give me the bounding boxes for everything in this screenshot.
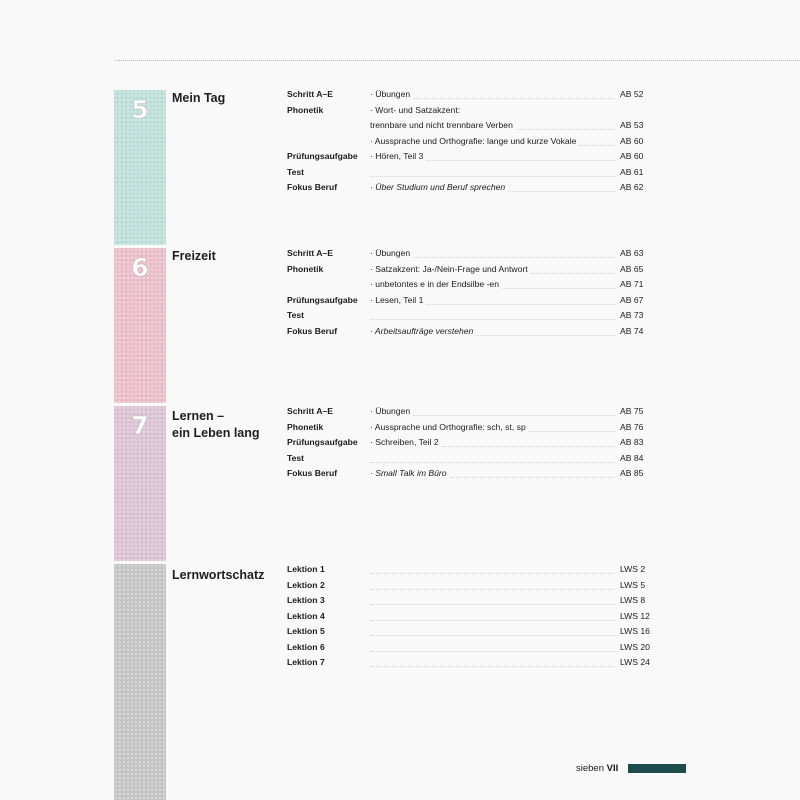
toc-row xyxy=(0,149,800,164)
toc-row-page-ref: AB 71 xyxy=(620,279,644,289)
dotted-leader xyxy=(370,635,615,636)
chapter-title: Freizeit xyxy=(172,249,216,263)
toc-row-page-ref: AB 62 xyxy=(620,182,644,192)
dotted-leader xyxy=(476,335,615,336)
toc-row-page-ref: AB 76 xyxy=(620,421,644,432)
toc-row xyxy=(0,435,800,450)
toc-row-page-ref: AB 67 xyxy=(620,294,644,305)
toc-row-text: · Satzakzent: Ja-/Nein-Frage und Antwort xyxy=(370,263,528,274)
toc-row-label: Fokus Beruf xyxy=(287,182,338,192)
toc-row-text: · Hören, Teil 3 xyxy=(370,151,424,161)
dotted-leader xyxy=(370,620,615,621)
toc-row-label: Fokus Beruf xyxy=(287,468,338,478)
toc-row-page-ref: LWS 24 xyxy=(620,657,650,667)
toc-row-text: trennbare und nicht trennbare Verben xyxy=(370,120,513,130)
toc-row xyxy=(0,324,800,339)
dotted-leader xyxy=(516,129,615,130)
chapter-title: Lernwortschatz xyxy=(172,568,265,582)
dotted-leader xyxy=(502,288,615,289)
dotted-leader xyxy=(370,651,615,652)
dotted-leader xyxy=(370,573,615,574)
toc-row-page-ref: LWS 2 xyxy=(620,564,646,574)
toc-row xyxy=(0,655,800,670)
toc-row xyxy=(0,609,800,624)
toc-row-page-ref: AB 65 xyxy=(620,263,644,274)
toc-row-label: Lektion 3 xyxy=(287,595,325,605)
toc-row-label: Test xyxy=(287,310,305,320)
toc-row xyxy=(0,308,800,323)
toc-row xyxy=(0,262,800,277)
top-rule xyxy=(115,60,800,61)
toc-row-label: Phonetik xyxy=(287,104,324,115)
toc-row-label: Schritt A–E xyxy=(287,248,334,258)
toc-row-page-ref: LWS 16 xyxy=(620,626,650,636)
toc-row-page-ref: LWS 20 xyxy=(620,641,650,652)
toc-row xyxy=(0,624,800,639)
toc-row-label: Lektion 4 xyxy=(287,610,325,621)
toc-row-label: Test xyxy=(287,166,305,177)
toc-row-label: Prüfungsaufgabe xyxy=(287,151,358,161)
footer-accent-bar xyxy=(628,764,686,773)
toc-row-label: Test xyxy=(287,452,305,463)
chapter-title: Lernen – xyxy=(172,409,225,423)
chapter-title: ein Leben lang xyxy=(172,426,260,440)
toc-row-page-ref: AB 53 xyxy=(620,120,644,130)
dotted-leader xyxy=(508,191,615,192)
toc-row-text: · Small Talk im Büro xyxy=(370,468,447,478)
toc-row-label: Lektion 7 xyxy=(287,657,325,667)
toc-row xyxy=(0,293,800,308)
toc-row-text: · Übungen xyxy=(370,248,411,258)
toc-row-page-ref: AB 74 xyxy=(620,325,644,336)
dotted-leader xyxy=(413,98,615,99)
toc-row-text: · Übungen xyxy=(370,406,411,416)
chapter-title: Mein Tag xyxy=(172,91,226,105)
dotted-leader xyxy=(370,666,615,667)
toc-row-label: Prüfungsaufgabe xyxy=(287,294,358,305)
toc-row-page-ref: AB 75 xyxy=(620,406,644,416)
toc-row xyxy=(0,180,800,195)
toc-row-label: Fokus Beruf xyxy=(287,325,338,336)
toc-row xyxy=(0,134,800,149)
toc-row-label: Lektion 2 xyxy=(287,579,325,590)
toc-row-page-ref: AB 60 xyxy=(620,135,644,146)
toc-row-label: Schritt A–E xyxy=(287,406,334,416)
page-number-word: sieben xyxy=(576,763,604,774)
toc-row xyxy=(0,277,800,292)
toc-row-page-ref: AB 52 xyxy=(620,89,644,99)
toc-row-label: Phonetik xyxy=(287,263,324,274)
toc-row xyxy=(0,640,800,655)
chapter-number: 7 xyxy=(131,411,149,440)
toc-row-page-ref: AB 60 xyxy=(620,151,644,161)
toc-row xyxy=(0,165,800,180)
toc-row-text: · Aussprache und Orthografie: lange und kurze Vokale xyxy=(370,135,577,146)
dotted-leader xyxy=(413,257,615,258)
toc-row-text: · Wort- und Satzakzent: xyxy=(370,104,461,115)
toc-row-text: · Arbeitsaufträge verstehen xyxy=(370,325,474,336)
toc-row-label: Prüfungsaufgabe xyxy=(287,437,358,447)
dotted-leader xyxy=(442,446,615,447)
toc-row xyxy=(0,87,800,102)
toc-row-text: · unbetontes e in der Endsilbe -en xyxy=(370,279,499,289)
toc-row xyxy=(0,593,800,608)
dotted-leader xyxy=(413,415,615,416)
toc-row-label: Lektion 1 xyxy=(287,564,325,574)
toc-row-page-ref: LWS 5 xyxy=(620,579,646,590)
toc-row-page-ref: AB 63 xyxy=(620,248,644,258)
toc-row xyxy=(0,562,800,577)
toc-row-page-ref: LWS 12 xyxy=(620,610,650,621)
chapter-number: 5 xyxy=(131,95,149,124)
toc-row-label: Schritt A–E xyxy=(287,89,334,99)
toc-row-page-ref: AB 73 xyxy=(620,310,644,320)
dotted-leader xyxy=(370,462,615,463)
dotted-leader xyxy=(426,304,615,305)
toc-row-text: · Übungen xyxy=(370,89,411,99)
toc-row-page-ref: LWS 8 xyxy=(620,595,646,605)
toc-row-label: Lektion 6 xyxy=(287,641,325,652)
toc-row-text: · Schreiben, Teil 2 xyxy=(370,437,439,447)
dotted-leader xyxy=(450,477,615,478)
toc-row-text: · Über Studium und Beruf sprechen xyxy=(370,182,506,192)
dotted-leader xyxy=(426,160,615,161)
toc-row xyxy=(0,578,800,593)
toc-row-page-ref: AB 61 xyxy=(620,166,644,177)
toc-row-label: Phonetik xyxy=(287,421,324,432)
dotted-leader xyxy=(370,589,615,590)
toc-row xyxy=(0,246,800,261)
toc-row-page-ref: AB 83 xyxy=(620,437,644,447)
dotted-leader xyxy=(579,145,615,146)
toc-row xyxy=(0,451,800,466)
dotted-leader xyxy=(529,431,615,432)
toc-row-text: · Aussprache und Orthografie: sch, st, sp xyxy=(370,421,526,432)
page-number xyxy=(576,762,618,776)
toc-row-page-ref: AB 84 xyxy=(620,452,644,463)
dotted-leader xyxy=(370,319,615,320)
page-number-roman: VII xyxy=(606,763,619,774)
toc-row xyxy=(0,420,800,435)
toc-row-text: · Lesen, Teil 1 xyxy=(370,294,424,305)
toc-row-label: Lektion 5 xyxy=(287,626,325,636)
dotted-leader xyxy=(370,604,615,605)
toc-row-page-ref: AB 85 xyxy=(620,468,644,478)
chapter-number: 6 xyxy=(131,253,149,282)
dotted-leader xyxy=(370,176,615,177)
toc-row xyxy=(0,404,800,419)
toc-row xyxy=(0,118,800,133)
toc-row xyxy=(0,103,800,118)
toc-row xyxy=(0,466,800,481)
dotted-leader xyxy=(531,273,615,274)
